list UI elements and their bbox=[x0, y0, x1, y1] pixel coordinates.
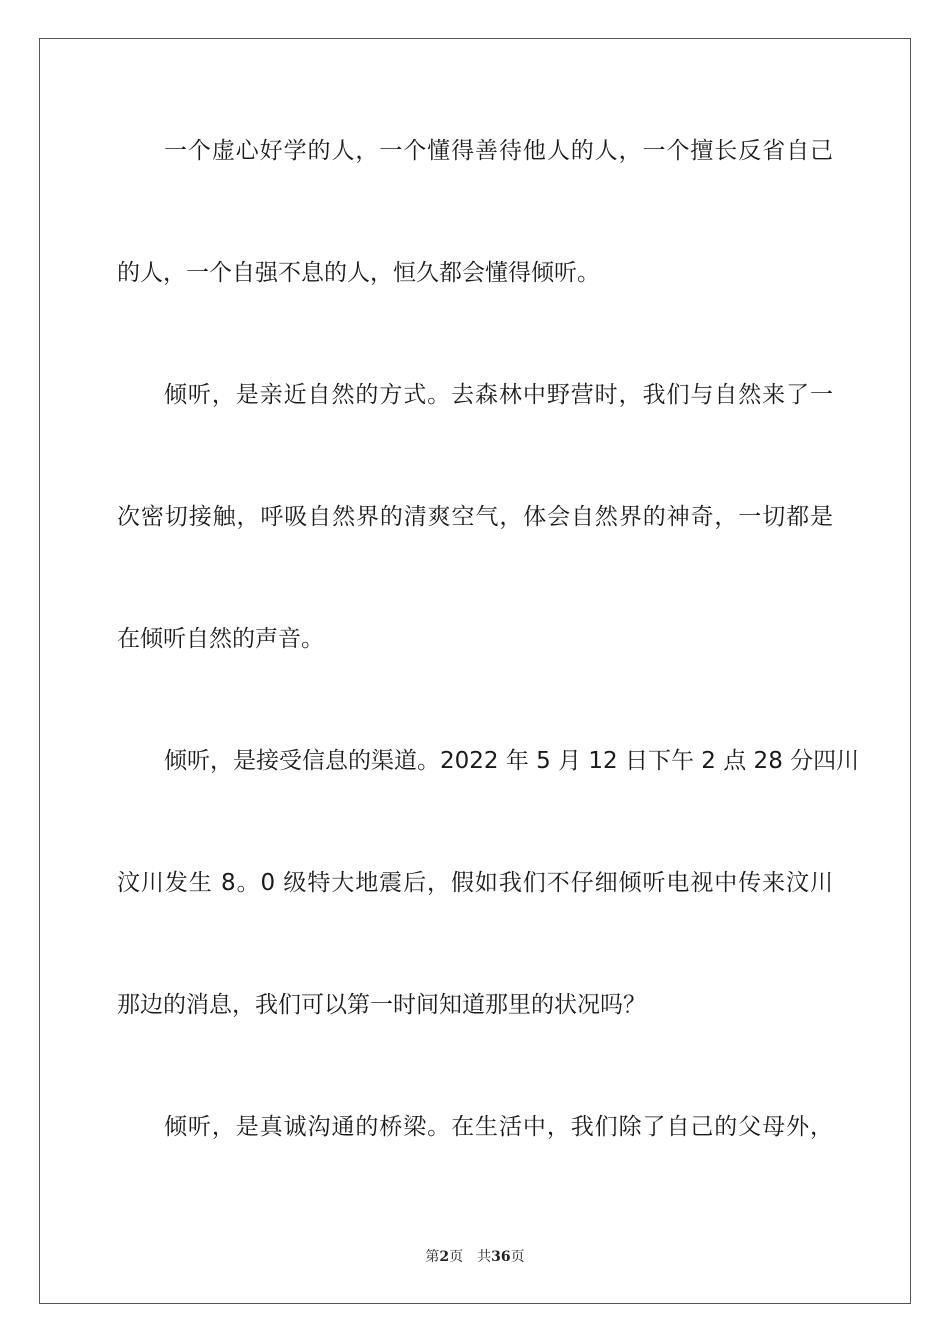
footer-total-suffix: 页 bbox=[510, 1249, 525, 1265]
text-line-1: 一个虚心好学的人，一个懂得善待他人的人，一个擅长反省自己 bbox=[164, 138, 833, 164]
text-line-9: 倾听，是真诚沟通的桥梁。在生活中，我们除了自己的父母外， bbox=[164, 1114, 833, 1140]
footer-page-number: 2 bbox=[439, 1249, 450, 1265]
footer-page-suffix: 页 bbox=[449, 1249, 464, 1265]
footer-total-prefix: 共 bbox=[477, 1249, 492, 1265]
text-line-3: 倾听，是亲近自然的方式。去森林中野营时，我们与自然来了一 bbox=[164, 382, 833, 408]
text-line-8: 那边的消息，我们可以第一时间知道那里的状况吗？ bbox=[117, 992, 646, 1018]
text-line-5: 在倾听自然的声音。 bbox=[117, 626, 324, 652]
text-line-6: 倾听，是接受信息的渠道。2022 年 5 月 12 日下午 2 点 28 分四川 bbox=[164, 748, 860, 774]
footer-page-prefix: 第 bbox=[425, 1249, 440, 1265]
page-footer bbox=[0, 1246, 950, 1266]
text-line-2: 的人，一个自强不息的人，恒久都会懂得倾听。 bbox=[117, 260, 600, 286]
text-line-7: 汶川发生 8。0 级特大地震后，假如我们不仔细倾听电视中传来汶川 bbox=[117, 870, 833, 896]
text-line-4: 次密切接触，呼吸自然界的清爽空气，体会自然界的神奇，一切都是 bbox=[117, 504, 833, 530]
footer-total-pages: 36 bbox=[491, 1249, 511, 1265]
